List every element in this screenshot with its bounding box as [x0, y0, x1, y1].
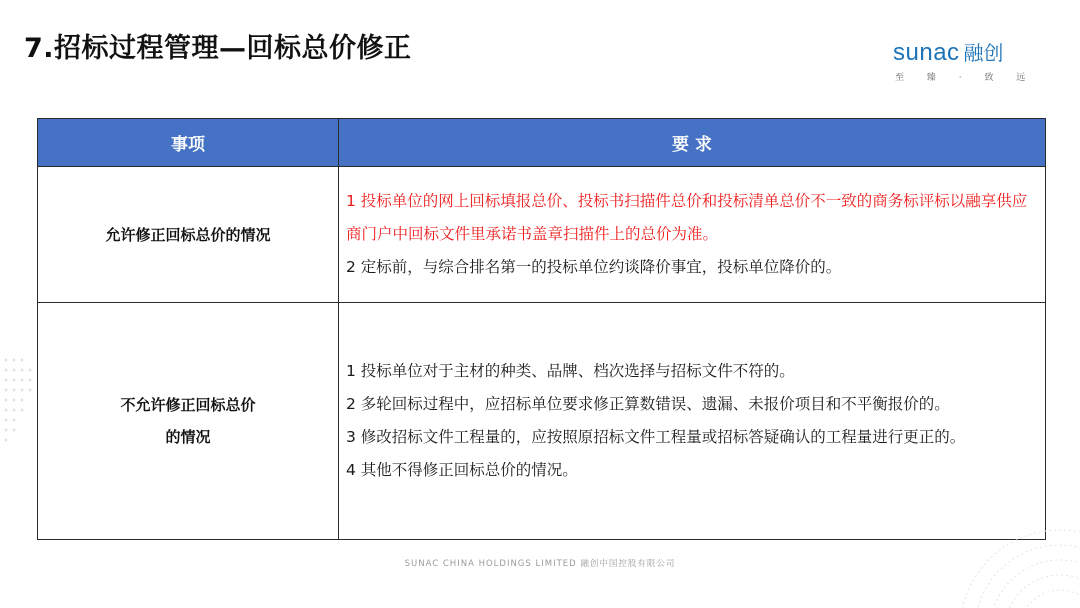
requirement-text: 2 多轮回标过程中，应招标单位要求修正算数错误、遗漏、未报价项目和不平衡报价的。	[346, 395, 950, 413]
decorative-arc-pattern	[910, 500, 1080, 608]
logo-latin-text: sunac	[893, 39, 960, 66]
row-requirements-allowed	[339, 167, 1045, 302]
row-item-allowed: 允许修正回标总价的情况	[38, 167, 339, 302]
footer-company-name: SUNAC CHINA HOLDINGS LIMITED 融创中国控股有限公司	[404, 559, 676, 569]
sunac-logo	[893, 39, 1036, 86]
logo-chinese-text: 融创	[963, 41, 1004, 65]
table-row	[38, 303, 1045, 539]
table-header-row	[38, 119, 1045, 167]
logo-slogan: 至 臻 · 致 远	[895, 73, 1036, 83]
requirement-text: 3 修改招标文件工程量的，应按照原招标文件工程量或招标答疑确认的工程量进行更正的。	[346, 428, 966, 446]
table-row	[38, 167, 1045, 303]
header-requirements: 要 求	[672, 135, 712, 155]
page-title: 7.招标过程管理—回标总价修正	[24, 33, 412, 64]
row-item-line: 的情况	[165, 428, 211, 446]
requirement-text: 1 投标单位的网上回标填报总价、投标书扫描件总价和投标清单总价不一致的商务标评标以融享供应商门户中回标文件里承诺书盖章扫描件上的总价为准。	[346, 192, 1028, 243]
requirement-text: 4 其他不得修正回标总价的情况。	[346, 461, 578, 479]
requirement-text: 2 定标前，与综合排名第一的投标单位约谈降价事宜，投标单位降价的。	[346, 258, 842, 276]
header-item: 事项	[38, 119, 339, 166]
row-item-not-allowed	[38, 303, 339, 539]
requirement-text: 1 投标单位对于主材的种类、品牌、档次选择与招标文件不符的。	[346, 362, 795, 380]
decorative-dot-pattern	[0, 340, 80, 520]
rules-table	[37, 118, 1046, 540]
row-item-line: 不允许修正回标总价	[120, 396, 256, 414]
